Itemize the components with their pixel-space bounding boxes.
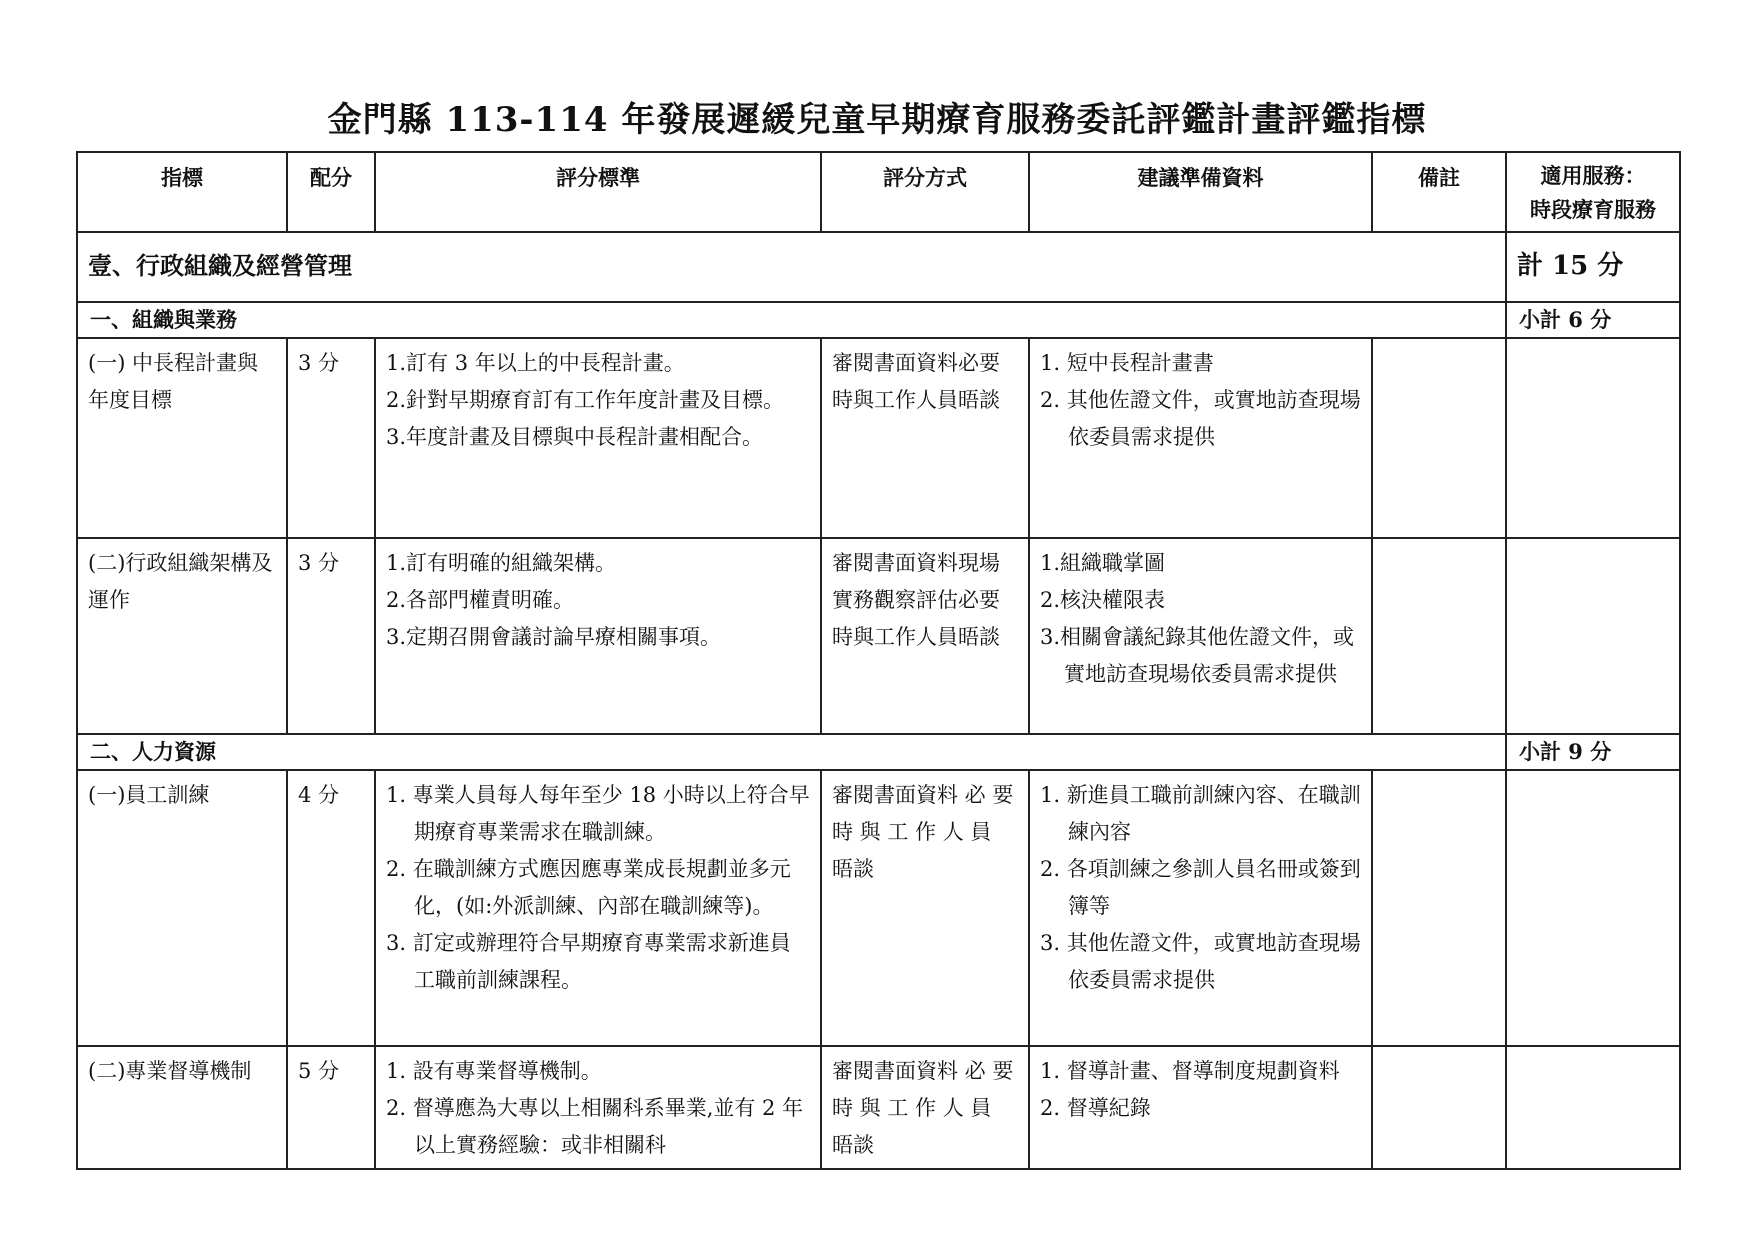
criteria-item: 3. 訂定或辦理符合早期療育專業需求新進員工職前訓練課程。	[386, 931, 791, 992]
subsection-label: 一、組織與業務	[77, 302, 1506, 338]
score-cell: 5 分	[287, 1046, 375, 1169]
section-row	[77, 232, 1680, 302]
col-header-score: 配分	[287, 152, 375, 232]
score-cell: 4 分	[287, 770, 375, 1046]
notes-cell	[1372, 338, 1506, 538]
table-row	[77, 770, 1680, 1046]
table-header-row	[77, 152, 1680, 232]
subsection-label: 二、人力資源	[77, 734, 1506, 770]
criteria-item: 1. 專業人員每人每年至少 18 小時以上符合早期療育專業需求在職訓練。	[386, 783, 810, 844]
notes-cell	[1372, 770, 1506, 1046]
col-header-indicator: 指標	[77, 152, 287, 232]
col-header-materials: 建議準備資料	[1029, 152, 1372, 232]
evaluation-table	[76, 151, 1681, 1170]
indicator-cell: (二)專業督導機制	[77, 1046, 287, 1169]
method-cell: 審閱書面資料現場實務觀察評估必要時與工作人員晤談	[821, 538, 1029, 734]
criteria-cell	[375, 538, 821, 734]
table-row	[77, 1046, 1680, 1169]
indicator-cell: (一) 中長程計畫與年度目標	[77, 338, 287, 538]
material-item: 2. 各項訓練之參訓人員名冊或簽到簿等	[1040, 857, 1361, 918]
criteria-item: 1.訂有 3 年以上的中長程計畫。	[386, 351, 685, 375]
subsection-row	[77, 734, 1680, 770]
materials-cell	[1029, 1046, 1372, 1169]
criteria-cell	[375, 338, 821, 538]
indicator-cell: (一)員工訓練	[77, 770, 287, 1046]
materials-cell	[1029, 338, 1372, 538]
page-title: 金門縣 113-114 年發展遲緩兒童早期療育服務委託評鑑計畫評鑑指標	[327, 100, 1427, 140]
criteria-item: 2. 督導應為大專以上相關科系畢業,並有 2 年以上實務經驗：或非相關科	[386, 1096, 804, 1157]
table-row	[77, 538, 1680, 734]
criteria-cell	[375, 770, 821, 1046]
materials-cell	[1029, 538, 1372, 734]
subsection-subtotal: 小計 6 分	[1506, 302, 1680, 338]
criteria-item: 2.針對早期療育訂有工作年度計畫及目標。	[386, 388, 785, 412]
criteria-item: 1.訂有明確的組織架構。	[386, 551, 617, 575]
subsection-subtotal: 小計 9 分	[1506, 734, 1680, 770]
method-cell: 審閱書面資料 必 要 時 與 工 作 人 員 晤談	[821, 770, 1029, 1046]
service-cell	[1506, 770, 1680, 1046]
service-cell	[1506, 338, 1680, 538]
score-cell: 3 分	[287, 338, 375, 538]
criteria-item: 2.各部門權責明確。	[386, 588, 575, 612]
material-item: 3.相關會議紀錄其他佐證文件，或實地訪查現場依委員需求提供	[1040, 625, 1355, 686]
material-item: 3. 其他佐證文件，或實地訪查現場依委員需求提供	[1040, 931, 1361, 992]
notes-cell	[1372, 1046, 1506, 1169]
materials-cell	[1029, 770, 1372, 1046]
criteria-item: 3.定期召開會議討論早療相關事項。	[386, 625, 722, 649]
material-item: 1. 短中長程計畫書	[1040, 351, 1214, 375]
material-item: 2. 督導紀錄	[1040, 1096, 1151, 1120]
material-item: 1. 督導計畫、督導制度規劃資料	[1040, 1059, 1340, 1083]
subsection-row	[77, 302, 1680, 338]
method-cell: 審閱書面資料 必 要 時 與 工 作 人 員 晤談	[821, 1046, 1029, 1169]
table-row	[77, 338, 1680, 538]
criteria-item: 1. 設有專業督導機制。	[386, 1059, 602, 1083]
material-item: 1.組織職掌圖	[1040, 551, 1166, 575]
notes-cell	[1372, 538, 1506, 734]
indicator-cell: (二)行政組織架構及運作	[77, 538, 287, 734]
criteria-cell	[375, 1046, 821, 1169]
service-cell	[1506, 538, 1680, 734]
criteria-item: 2. 在職訓練方式應因應專業成長規劃並多元化，(如:外派訓練、內部在職訓練等)。	[386, 857, 791, 918]
section-label: 壹、行政組織及經營管理	[77, 232, 1506, 302]
service-label: 適用服務：	[1540, 163, 1646, 188]
criteria-item: 3.年度計畫及目標與中長程計畫相配合。	[386, 425, 764, 449]
col-header-service	[1506, 152, 1680, 232]
col-header-method: 評分方式	[821, 152, 1029, 232]
col-header-criteria: 評分標準	[375, 152, 821, 232]
method-cell: 審閱書面資料必要時與工作人員晤談	[821, 338, 1029, 538]
section-total: 計 15 分	[1506, 232, 1680, 302]
score-cell: 3 分	[287, 538, 375, 734]
col-header-notes: 備註	[1372, 152, 1506, 232]
material-item: 2. 其他佐證文件，或實地訪查現場依委員需求提供	[1040, 388, 1361, 449]
material-item: 2.核決權限表	[1040, 588, 1166, 612]
service-type: 時段療育服務	[1530, 197, 1656, 222]
material-item: 1. 新進員工職前訓練內容、在職訓練內容	[1040, 783, 1361, 844]
service-cell	[1506, 1046, 1680, 1169]
